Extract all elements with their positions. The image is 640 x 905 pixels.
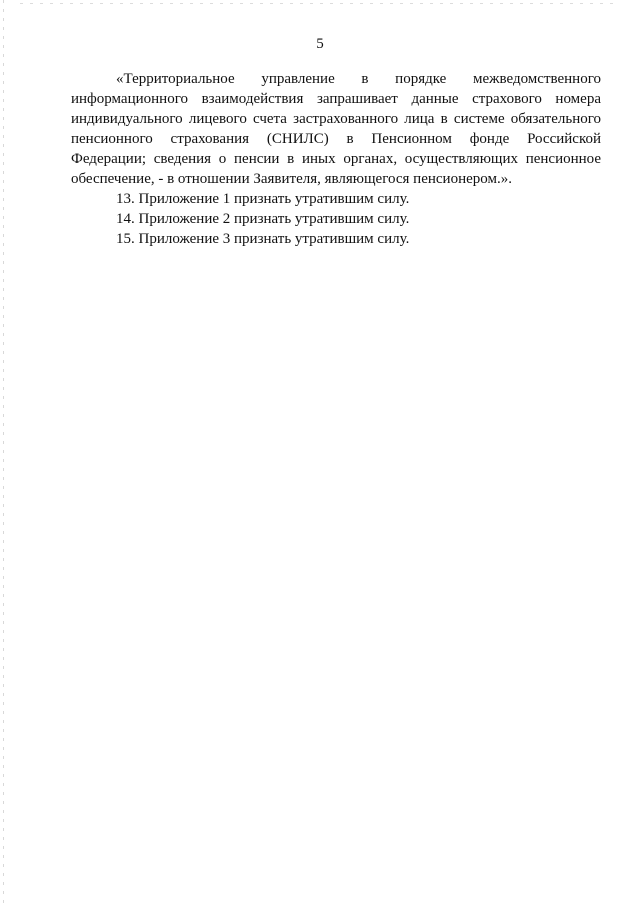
page-number: 5 [316,36,324,52]
paragraph-line: пенсионного страхования (СНИЛС) в Пенсионном фонде Российской [71,131,601,147]
list-item: 15. Приложение 3 признать утратившим силу. [116,231,410,247]
list-item: 14. Приложение 2 признать утратившим силу. [116,211,410,227]
paragraph-line: «Территориальное управление в порядке межведомственного [116,71,601,87]
paragraph-line: информационного взаимодействия запрашивает данные страхового номера [71,91,601,107]
paragraph-line: обеспечение, - в отношении Заявителя, являющегося пенсионером.». [71,171,512,187]
paragraph-line: Федерации; сведения о пенсии в иных органах, осуществляющих пенсионное [71,151,601,167]
paragraph-line: индивидуального лицевого счета застрахованного лица в системе обязательного [71,111,601,127]
document-body [71,69,601,249]
scan-edge-left [3,0,4,905]
scan-edge-top [20,3,620,4]
quoted-paragraph [71,69,601,189]
list-item: 13. Приложение 1 признать утратившим силу. [116,191,410,207]
